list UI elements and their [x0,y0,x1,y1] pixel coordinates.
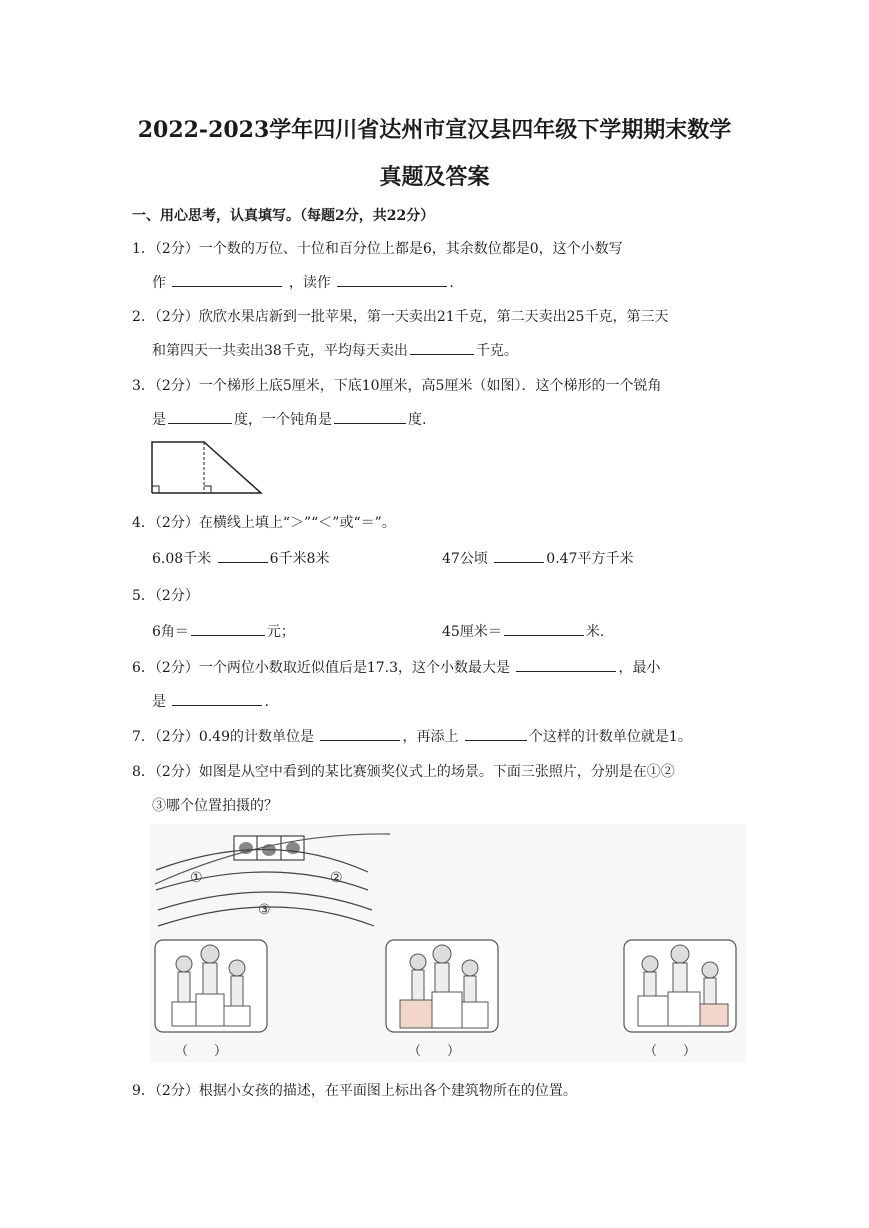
q6-text-c: 是 [152,694,166,710]
q6-text-b: ，最小 [618,660,661,676]
q7-answer-blank-2[interactable] [465,726,527,741]
q5-b-blank[interactable] [504,621,584,636]
q1-text-c: . [449,275,454,291]
q3-text-b: 度，一个钝角是 [234,412,332,428]
document-title-line1: 2022-2023学年四川省达州市宣汉县四年级下学期期末数学 [137,117,732,143]
q7-answer-blank-1[interactable] [320,726,400,741]
q4-b-left: 47公顷 [442,551,488,567]
question-5-part-a [152,621,295,641]
q2-answer-blank[interactable] [410,340,474,355]
question-9-line1: 9．（2分）根据小女孩的描述，在平面图上标出各个建筑物所在的位置。 [132,1083,577,1099]
question-3-line2 [152,409,426,429]
position-label-3: ③ [258,902,271,918]
photo-3-answer-parens[interactable]: （ ） [644,1044,697,1059]
q6-answer-blank-2[interactable] [172,691,262,706]
question-1-line1: 1．（2分）一个数的万位、十位和百分位上都是6，其余数位都是0，这个小数写 [132,241,623,257]
question-4-part-b [442,548,633,568]
question-8-line2: ③哪个位置拍摄的？ [152,798,278,814]
question-5-line1: 5．（2分） [132,588,199,604]
q4-a-left: 6.08千米 [152,551,212,567]
question-5-part-b [442,621,604,641]
q1-answer-blank-1[interactable] [172,272,282,287]
q3-answer-blank-2[interactable] [334,409,406,424]
question-7-line1 [132,726,692,746]
q2-text-a: 和第四天一共卖出38千克，平均每天卖出 [152,343,408,359]
question-2-line2 [152,340,518,360]
position-label-1: ① [190,870,203,886]
q3-answer-blank-1[interactable] [168,409,232,424]
q7-text-a: 7．（2分）0.49的计数单位是 [132,729,314,745]
photo-2-answer-parens[interactable]: （ ） [408,1044,461,1059]
q5-b-right: 米. [585,624,605,640]
section-heading: 一、用心思考，认真填写。（每题2分，共22分） [132,208,435,224]
q5-a-left: 6角＝ [152,624,189,640]
question-3-line1: 3．（2分）一个梯形上底5厘米，下底10厘米，高5厘米（如图）．这个梯形的一个锐角 [132,378,662,394]
photo-1 [155,940,267,1032]
q4-b-blank[interactable] [494,548,544,563]
q6-text-d: . [264,694,269,710]
question-8-line1: 8．（2分）如图是从空中看到的某比赛颁奖仪式上的场景。下面三张照片，分别是在①② [132,764,675,780]
question-2-line1: 2．（2分）欣欣水果店新到一批苹果，第一天卖出21千克，第二天卖出25千克，第三天 [132,309,669,325]
q4-a-blank[interactable] [218,548,268,563]
q6-answer-blank-1[interactable] [516,657,616,672]
q1-answer-blank-2[interactable] [337,272,447,287]
q7-text-c: 个这样的计数单位就是1。 [528,729,692,745]
q3-text-a: 是 [152,412,166,428]
q5-b-left: 45厘米＝ [442,624,502,640]
question-6-line1 [132,657,660,677]
top-view-podium [234,836,304,860]
photo-3 [624,940,736,1032]
question-4-line1: 4．（2分）在横线上填上“＞”“＜”或“＝”。 [132,515,396,531]
q4-a-right: 6千米8米 [269,551,330,567]
question-1-line2 [152,272,454,292]
position-label-2: ② [330,870,343,886]
question-6-line2 [152,691,269,711]
q7-text-b: ，再添上 [402,729,459,745]
q1-text-a: 作 [152,275,166,291]
award-ceremony-figure [150,824,746,1062]
q5-a-blank[interactable] [191,621,265,636]
q6-text-a: 6．（2分）一个两位小数取近似值后是17.3，这个小数最大是 [132,660,510,676]
question-4-part-a [152,548,329,568]
document-title-line2: 真题及答案 [379,164,490,190]
q3-text-c: 度. [408,412,427,428]
photo-1-answer-parens[interactable]: （ ） [175,1044,228,1059]
q4-b-right: 0.47平方千米 [546,551,634,567]
q2-text-b: 千克。 [475,343,518,359]
photo-2 [386,940,498,1032]
trapezoid-figure [146,438,266,498]
q1-text-b: ，读作 [288,275,331,291]
q5-a-right: 元； [266,624,295,640]
